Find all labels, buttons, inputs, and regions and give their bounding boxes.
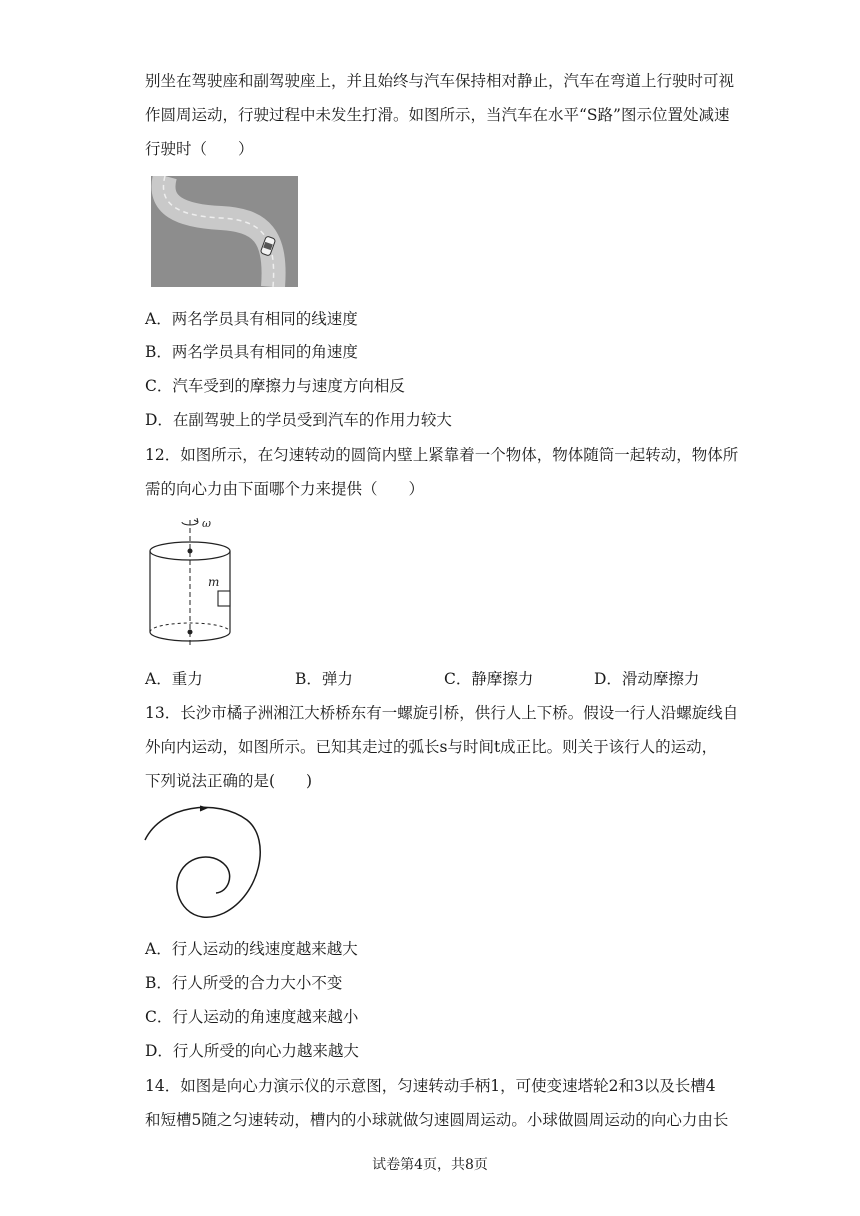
spiral-path-figure xyxy=(142,800,267,924)
mass-label: m xyxy=(208,575,220,589)
q11-option-a: A．两名学员具有相同的线速度 xyxy=(145,310,358,328)
q12-option-c: C．静摩擦力 xyxy=(444,670,534,688)
q13-line-1: 13．长沙市橘子洲湘江大桥桥东有一螺旋引桥，供行人上下桥。假设一行人沿螺旋线自 xyxy=(145,704,739,722)
q14-line-2: 和短槽5随之匀速转动，槽内的小球就做匀速圆周运动。小球做圆周运动的向心力由长 xyxy=(145,1111,729,1129)
q11-line-1: 别坐在驾驶座和副驾驶座上，并且始终与汽车保持相对静止，汽车在弯道上行驶时可视 xyxy=(145,72,735,90)
q13-option-a: A．行人运动的线速度越来越大 xyxy=(145,940,358,958)
q12-option-b: B．弹力 xyxy=(295,670,353,688)
q11-line-3: 行驶时（ ） xyxy=(145,140,254,158)
q12-line-1: 12．如图所示，在匀速转动的圆筒内壁上紧靠着一个物体，物体随筒一起转动，物体所 xyxy=(145,446,739,464)
q13-option-c: C．行人运动的角速度越来越小 xyxy=(145,1008,359,1026)
s-road-figure xyxy=(151,176,298,287)
q12-line-2: 需的向心力由下面哪个力来提供（ ） xyxy=(145,480,425,498)
q11-option-c: C．汽车受到的摩擦力与速度方向相反 xyxy=(145,377,405,395)
q13-line-2: 外向内运动，如图所示。已知其走过的弧长s与时间t成正比。则关于该行人的运动， xyxy=(145,738,718,756)
q14-line-1: 14．如图是向心力演示仪的示意图，匀速转动手柄1，可使变速塔轮2和3以及长槽4 xyxy=(145,1077,716,1095)
q11-line-2: 作圆周运动，行驶过程中未发生打滑。如图所示，当汽车在水平“S路”图示位置处减速 xyxy=(145,106,730,124)
q12-option-a: A．重力 xyxy=(145,670,203,688)
omega-label: ω xyxy=(202,517,211,530)
q13-option-b: B．行人所受的合力大小不变 xyxy=(145,974,343,992)
page-footer: 试卷第4页，共8页 xyxy=(372,1157,488,1173)
rotating-cylinder-figure xyxy=(144,514,244,654)
mass-block xyxy=(218,591,230,606)
q12-option-d: D．滑动摩擦力 xyxy=(594,670,700,688)
q11-option-b: B．两名学员具有相同的角速度 xyxy=(145,343,358,361)
q11-option-d: D．在副驾驶上的学员受到汽车的作用力较大 xyxy=(145,411,452,429)
q13-line-3: 下列说法正确的是( ) xyxy=(145,772,313,790)
q13-option-d: D．行人所受的向心力越来越大 xyxy=(145,1042,359,1060)
